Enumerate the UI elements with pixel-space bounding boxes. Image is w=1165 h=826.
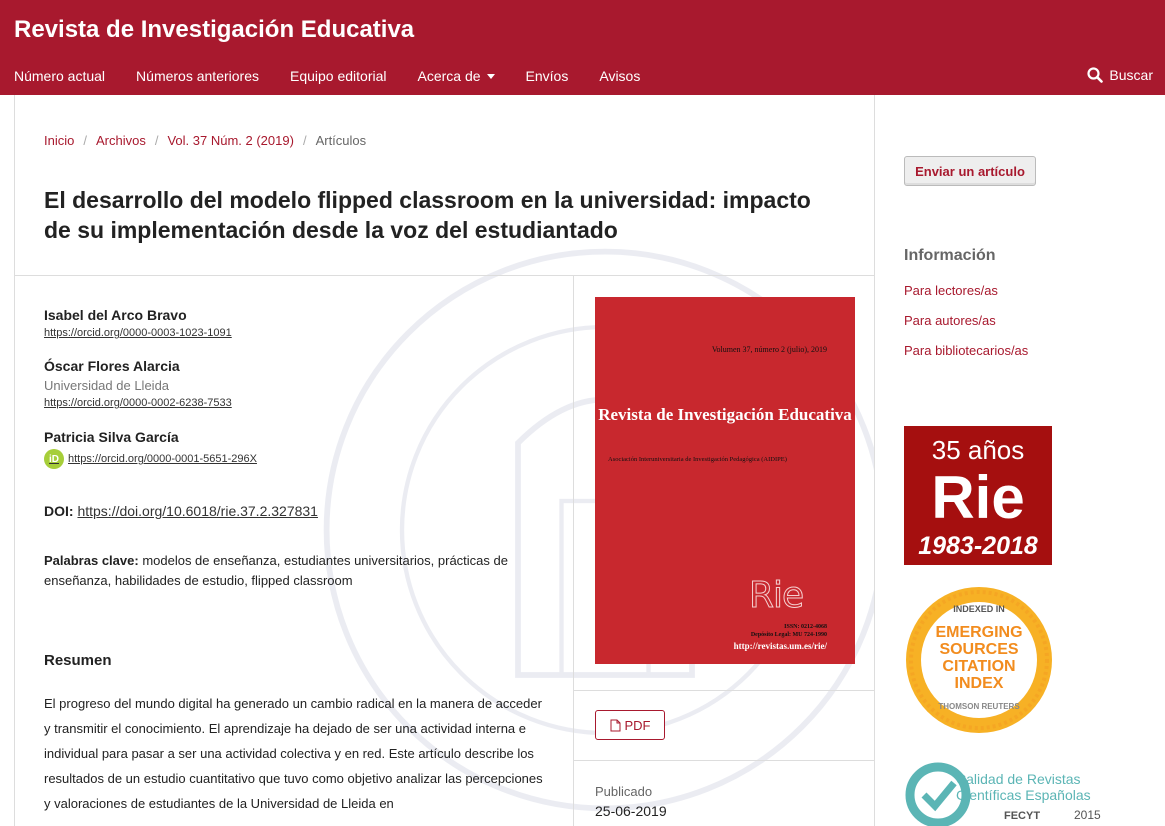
pdf-download-button[interactable]	[595, 710, 665, 740]
esci-top: INDEXED IN	[953, 604, 1005, 614]
link-autores[interactable]: Para autores/as	[904, 313, 996, 328]
author	[44, 358, 232, 409]
esci-l2: SOURCES	[939, 641, 1019, 658]
published-label: Publicado	[595, 784, 653, 799]
breadcrumb-separator: /	[83, 133, 87, 148]
orcid-row	[44, 449, 257, 469]
search-icon	[1087, 67, 1103, 83]
esci-bottom: THOMSON REUTERS	[938, 702, 1020, 711]
chevron-down-icon	[487, 74, 495, 79]
fecyt-org: FECYT	[1004, 810, 1041, 822]
author-name: Isabel del Arco Bravo	[44, 307, 187, 323]
pdf-file-icon	[610, 719, 621, 732]
orcid-icon: iD	[44, 449, 64, 469]
abstract-text: El progreso del mundo digital ha generado un cambio radical en la manera de acceder y transmitir el conocimiento. El aprendizaje ha dejado de ser una actividad interna e individual para pasar a ser una actividad colectiva y en red. Este artículo describe los resultados de un estudio cuantitativo que tuvo como objetivo analizar las percepciones y valoraciones de estudiantes de la Universidad de Lleida en	[44, 696, 543, 811]
published-date: 25-06-2019	[595, 803, 667, 819]
doi-link[interactable]: https://doi.org/10.6018/rie.37.2.327831	[77, 503, 318, 519]
doi-label: DOI:	[44, 503, 74, 519]
orcid-link[interactable]: https://orcid.org/0000-0002-6238-7533	[44, 397, 232, 409]
fecyt-line2: Científicas Españolas	[956, 787, 1091, 803]
cover-url: http://revistas.um.es/rie/	[733, 641, 827, 651]
search-button[interactable]	[1087, 67, 1153, 83]
fecyt-line1: Calidad de Revistas	[956, 771, 1081, 787]
article-title: El desarrollo del modelo flipped classroom en la universidad: impacto de su implementación desde la voz del estudiantado	[44, 187, 811, 243]
issue-cover-image[interactable]	[595, 297, 855, 664]
cover-association: Asociación Interuniversitaria de Investigación Pedagógica (AIDIPE)	[608, 456, 787, 463]
cover-deposito: Depósito Legal: MU 724-1990	[750, 632, 827, 638]
main-nav	[14, 67, 671, 85]
esci-l4: INDEX	[954, 675, 1004, 692]
site-header	[0, 0, 1165, 95]
breadcrumb-separator: /	[154, 133, 159, 148]
fecyt-quality-badge-icon[interactable]	[904, 755, 1104, 826]
author	[44, 429, 257, 469]
cover-issn-block	[751, 623, 827, 639]
divider	[15, 275, 875, 276]
rie-35-anos-banner[interactable]	[904, 426, 1052, 565]
breadcrumb-separator: /	[302, 133, 307, 148]
abstract-heading: Resumen	[44, 652, 112, 669]
breadcrumb	[44, 133, 366, 148]
keywords-label: Palabras clave:	[44, 553, 139, 568]
banner-line3: 1983-2018	[918, 532, 1038, 560]
author	[44, 307, 232, 339]
breadcrumb-inicio[interactable]: Inicio	[44, 133, 75, 148]
fecyt-year: 2015	[1074, 808, 1101, 822]
doi	[44, 503, 318, 519]
banner-line2: Rie	[931, 464, 1025, 531]
search-label: Buscar	[1109, 67, 1153, 83]
cover-volume: Volumen 37, número 2 (julio), 2019	[711, 345, 827, 354]
banner-line1: 35 años	[931, 435, 1025, 465]
nav-acerca-de[interactable]	[418, 67, 495, 85]
nav-avisos[interactable]: Avisos	[599, 68, 641, 84]
nav-numeros-anteriores[interactable]: Números anteriores	[136, 68, 259, 84]
keywords	[44, 551, 544, 591]
keywords-value: modelos de enseñanza, estudiantes universitarios, prácticas de enseñanza, habilidades de estudio, flipped classroom	[44, 553, 508, 588]
pdf-label: PDF	[624, 717, 651, 733]
cover-logo: Rie	[749, 575, 804, 616]
orcid-link[interactable]: https://orcid.org/0000-0001-5651-296X	[68, 453, 257, 465]
author-name: Patricia Silva García	[44, 429, 179, 445]
sidebar	[876, 95, 1165, 826]
esci-badge-icon[interactable]	[904, 585, 1054, 735]
esci-l3: CITATION	[942, 658, 1016, 675]
info-heading: Información	[904, 247, 996, 264]
author-affiliation: Universidad de Lleida	[44, 378, 170, 393]
nav-acerca-de-label: Acerca de	[417, 68, 481, 84]
column-divider	[573, 275, 574, 826]
link-bibliotecarios[interactable]: Para bibliotecarios/as	[904, 343, 1029, 358]
nav-numero-actual[interactable]: Número actual	[14, 68, 106, 84]
esci-l1: EMERGING	[935, 624, 1023, 641]
breadcrumb-current: Artículos	[315, 133, 367, 148]
author-name: Óscar Flores Alarcia	[44, 358, 180, 374]
nav-envios[interactable]: Envíos	[525, 68, 569, 84]
cover-issn: ISSN: 0212-4068	[784, 624, 827, 630]
divider	[574, 760, 875, 761]
divider	[574, 690, 875, 691]
cover-title: Revista de Investigación Educativa	[598, 405, 852, 424]
site-title[interactable]: Revista de Investigación Educativa	[14, 16, 415, 43]
article-main	[14, 95, 875, 826]
orcid-link[interactable]: https://orcid.org/0000-0003-1023-1091	[44, 327, 232, 339]
nav-equipo-editorial[interactable]: Equipo editorial	[289, 68, 387, 84]
link-lectores[interactable]: Para lectores/as	[904, 283, 998, 298]
breadcrumb-archivos[interactable]: Archivos	[95, 133, 146, 148]
submit-article-button[interactable]: Enviar un artículo	[904, 156, 1036, 186]
breadcrumb-issue[interactable]: Vol. 37 Núm. 2 (2019)	[167, 133, 294, 148]
